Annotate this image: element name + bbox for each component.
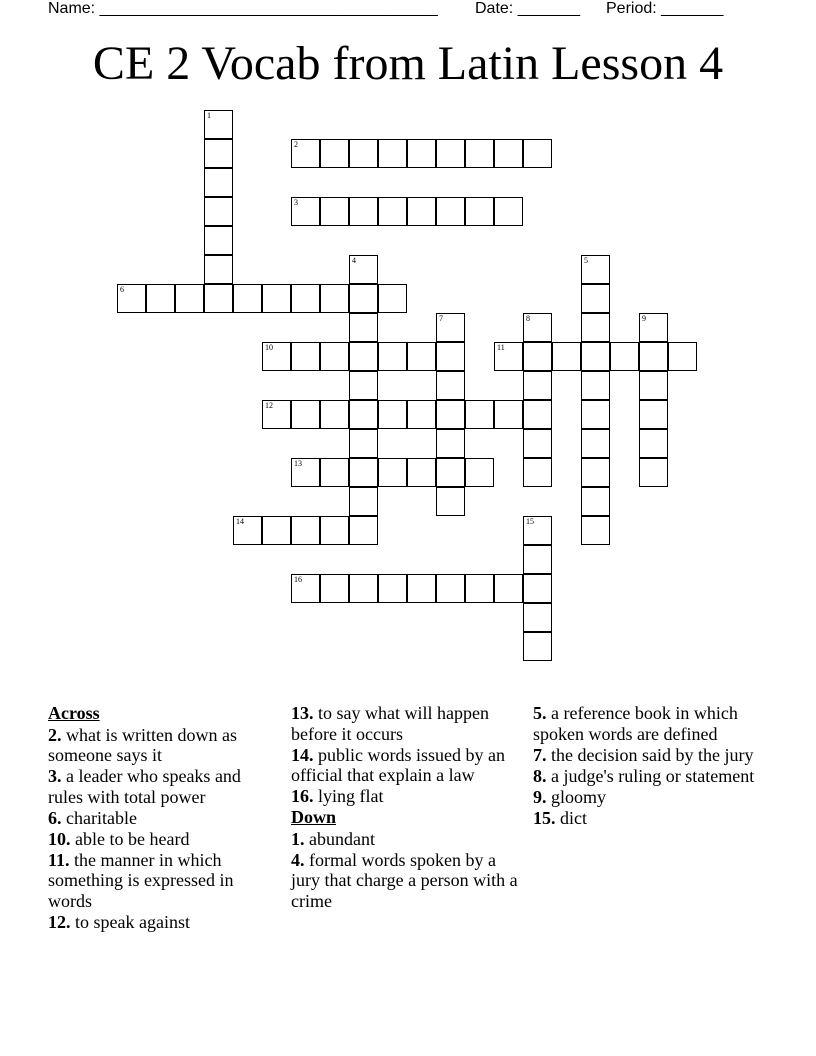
crossword-cell[interactable] <box>523 516 552 545</box>
crossword-cell[interactable] <box>523 400 552 429</box>
crossword-cell[interactable] <box>204 284 233 313</box>
crossword-cell[interactable] <box>581 284 610 313</box>
crossword-cell[interactable] <box>262 284 291 313</box>
crossword-cell[interactable] <box>320 458 349 487</box>
crossword-cell[interactable] <box>378 197 407 226</box>
clue-column-3 <box>533 703 765 829</box>
crossword-cell[interactable] <box>204 197 233 226</box>
crossword-cell[interactable] <box>349 197 378 226</box>
clue-down-1 <box>291 829 525 850</box>
crossword-cell[interactable] <box>117 284 146 313</box>
cell-number: 2 <box>294 140 298 149</box>
crossword-cell[interactable] <box>407 342 436 371</box>
clue-text: dict <box>560 807 587 828</box>
cell-number: 8 <box>526 314 530 323</box>
crossword-cell[interactable] <box>668 342 697 371</box>
crossword-cell[interactable] <box>581 313 610 342</box>
crossword-cell[interactable] <box>349 400 378 429</box>
crossword-cell[interactable] <box>349 255 378 284</box>
crossword-cell[interactable] <box>436 313 465 342</box>
clue-number: 2. <box>48 724 62 745</box>
down-heading: Down <box>291 807 337 827</box>
clue-down-4 <box>291 850 525 912</box>
cell-number: 12 <box>265 401 273 410</box>
crossword-cell[interactable] <box>146 284 175 313</box>
crossword-cell[interactable] <box>349 487 378 516</box>
crossword-cell[interactable] <box>581 429 610 458</box>
clue-text: gloomy <box>551 786 607 807</box>
clue-number: 4. <box>291 849 305 870</box>
crossword-cell[interactable] <box>581 255 610 284</box>
crossword-cell[interactable] <box>523 632 552 661</box>
crossword-cell[interactable] <box>523 371 552 400</box>
crossword-cell[interactable] <box>291 197 320 226</box>
crossword-cell[interactable] <box>320 516 349 545</box>
clue-text: formal words spoken by a jury that charge a person with a crime <box>291 849 518 911</box>
crossword-cell[interactable] <box>291 574 320 603</box>
crossword-cell[interactable] <box>436 400 465 429</box>
crossword-cell[interactable] <box>291 139 320 168</box>
clue-across-14 <box>291 745 525 786</box>
name-field-label[interactable]: Name: ______________________________________ <box>48 0 438 17</box>
crossword-cell[interactable] <box>610 342 639 371</box>
clue-column-2 <box>291 703 525 912</box>
crossword-cell[interactable] <box>378 139 407 168</box>
period-field-label[interactable]: Period: _______ <box>606 0 724 17</box>
clue-text: public words issued by an official that explain a law <box>291 744 505 785</box>
crossword-cell[interactable] <box>523 545 552 574</box>
crossword-cell[interactable] <box>581 516 610 545</box>
crossword-cell[interactable] <box>552 342 581 371</box>
clue-number: 8. <box>533 765 547 786</box>
crossword-cell[interactable] <box>581 458 610 487</box>
clue-number: 1. <box>291 828 305 849</box>
crossword-cell[interactable] <box>494 400 523 429</box>
clue-number: 16. <box>291 786 314 806</box>
clue-number: 15. <box>533 807 556 828</box>
cell-number: 4 <box>352 256 356 265</box>
clue-column-1 <box>48 703 276 933</box>
crossword-cell[interactable] <box>436 574 465 603</box>
crossword-cell[interactable] <box>204 226 233 255</box>
crossword-cell[interactable] <box>320 400 349 429</box>
clue-number: 7. <box>533 744 547 765</box>
crossword-cell[interactable] <box>436 197 465 226</box>
crossword-cell[interactable] <box>581 371 610 400</box>
clue-text: a reference book in which spoken words are defined <box>533 703 738 744</box>
cell-number: 7 <box>439 314 443 323</box>
crossword-cell[interactable] <box>291 342 320 371</box>
crossword-cell[interactable] <box>204 255 233 284</box>
crossword-cell[interactable] <box>494 342 523 371</box>
clue-number: 11. <box>48 849 70 870</box>
clue-across-6 <box>48 808 276 829</box>
crossword-cell[interactable] <box>465 400 494 429</box>
crossword-cell[interactable] <box>349 516 378 545</box>
clue-text: to say what will happen before it occurs <box>291 703 489 744</box>
clue-number: 13. <box>291 703 314 723</box>
cell-number: 14 <box>236 517 244 526</box>
clue-text: charitable <box>66 807 137 828</box>
crossword-cell[interactable] <box>204 139 233 168</box>
clue-number: 10. <box>48 828 71 849</box>
clue-text: to speak against <box>75 911 190 932</box>
clue-across-10 <box>48 829 276 850</box>
crossword-cell[interactable] <box>523 313 552 342</box>
crossword-cell[interactable] <box>349 313 378 342</box>
crossword-cell[interactable] <box>262 516 291 545</box>
cell-number: 10 <box>265 343 273 352</box>
clue-number: 3. <box>48 766 62 786</box>
crossword-cell[interactable] <box>494 139 523 168</box>
crossword-cell[interactable] <box>291 284 320 313</box>
crossword-cell[interactable] <box>378 458 407 487</box>
crossword-cell[interactable] <box>494 574 523 603</box>
clue-across-12 <box>48 912 276 933</box>
crossword-cell[interactable] <box>639 458 668 487</box>
across-heading: Across <box>48 703 100 723</box>
crossword-cell[interactable] <box>523 342 552 371</box>
crossword-cell[interactable] <box>465 458 494 487</box>
clue-number: 5. <box>533 703 547 723</box>
crossword-cell[interactable] <box>349 139 378 168</box>
cell-number: 15 <box>526 517 534 526</box>
crossword-cell[interactable] <box>407 400 436 429</box>
crossword-cell[interactable] <box>523 139 552 168</box>
crossword-cell[interactable] <box>233 516 262 545</box>
cell-number: 11 <box>497 343 505 352</box>
crossword-cell[interactable] <box>523 458 552 487</box>
crossword-cell[interactable] <box>523 574 552 603</box>
clue-down-8 <box>533 766 765 787</box>
crossword-cell[interactable] <box>581 400 610 429</box>
clue-text: abundant <box>309 828 375 849</box>
clue-text: what is written down as someone says it <box>48 724 237 765</box>
crossword-cell[interactable] <box>320 197 349 226</box>
clue-across-13 <box>291 703 525 744</box>
crossword-cell[interactable] <box>175 284 204 313</box>
crossword-cell[interactable] <box>262 400 291 429</box>
crossword-cell[interactable] <box>407 197 436 226</box>
clue-text: able to be heard <box>75 828 190 849</box>
crossword-cell[interactable] <box>349 342 378 371</box>
cell-number: 13 <box>294 459 302 468</box>
clue-across-16 <box>291 786 525 807</box>
crossword-cell[interactable] <box>639 313 668 342</box>
clue-number: 6. <box>48 807 62 828</box>
crossword-cell[interactable] <box>523 429 552 458</box>
crossword-cell[interactable] <box>378 342 407 371</box>
cell-number: 5 <box>584 256 588 265</box>
crossword-cell[interactable] <box>436 429 465 458</box>
crossword-cell[interactable] <box>407 139 436 168</box>
crossword-cell[interactable] <box>320 284 349 313</box>
clue-down-7 <box>533 745 765 766</box>
crossword-cell[interactable] <box>639 400 668 429</box>
cell-number: 3 <box>294 198 298 207</box>
crossword-cell[interactable] <box>291 400 320 429</box>
crossword-cell[interactable] <box>349 284 378 313</box>
cell-number: 1 <box>207 111 211 120</box>
crossword-cell[interactable] <box>349 429 378 458</box>
crossword-cell[interactable] <box>465 139 494 168</box>
clue-down-9 <box>533 787 765 808</box>
crossword-cell[interactable] <box>436 139 465 168</box>
crossword-cell[interactable] <box>436 487 465 516</box>
clue-number: 12. <box>48 911 71 932</box>
crossword-cell[interactable] <box>320 574 349 603</box>
clue-text: a judge's ruling or statement <box>551 765 755 786</box>
cell-number: 6 <box>120 285 124 294</box>
crossword-cell[interactable] <box>639 429 668 458</box>
crossword-cell[interactable] <box>581 487 610 516</box>
crossword-cell[interactable] <box>523 603 552 632</box>
crossword-cell[interactable] <box>407 458 436 487</box>
clue-across-3 <box>48 766 276 807</box>
crossword-cell[interactable] <box>378 284 407 313</box>
crossword-cell[interactable] <box>320 342 349 371</box>
crossword-cell[interactable] <box>465 197 494 226</box>
cell-number: 9 <box>642 314 646 323</box>
crossword-cell[interactable] <box>494 197 523 226</box>
crossword-cell[interactable] <box>291 458 320 487</box>
crossword-cell[interactable] <box>436 371 465 400</box>
crossword-cell[interactable] <box>639 342 668 371</box>
crossword-cell[interactable] <box>320 139 349 168</box>
crossword-cell[interactable] <box>639 371 668 400</box>
crossword-cell[interactable] <box>204 168 233 197</box>
crossword-cell[interactable] <box>407 574 436 603</box>
clue-text: lying flat <box>318 786 384 806</box>
crossword-cell[interactable] <box>233 284 262 313</box>
clue-text: the decision said by the jury <box>551 744 754 765</box>
crossword-cell[interactable] <box>436 342 465 371</box>
clue-number: 14. <box>291 744 314 765</box>
date-field-label[interactable]: Date: _______ <box>475 0 580 17</box>
crossword-cell[interactable] <box>349 574 378 603</box>
crossword-cell[interactable] <box>349 371 378 400</box>
cell-number: 16 <box>294 575 302 584</box>
crossword-cell[interactable] <box>349 458 378 487</box>
crossword-cell[interactable] <box>378 574 407 603</box>
clue-down-5 <box>533 703 765 744</box>
crossword-cell[interactable] <box>436 458 465 487</box>
crossword-cell[interactable] <box>291 516 320 545</box>
clue-down-15 <box>533 808 765 829</box>
clue-number: 9. <box>533 786 547 807</box>
crossword-cell[interactable] <box>465 574 494 603</box>
clue-across-2 <box>48 725 276 766</box>
crossword-cell[interactable] <box>378 400 407 429</box>
crossword-cell[interactable] <box>262 342 291 371</box>
clue-across-11 <box>48 850 276 912</box>
clue-text: a leader who speaks and rules with total power <box>48 766 241 807</box>
crossword-cell[interactable] <box>581 342 610 371</box>
page-title: CE 2 Vocab from Latin Lesson 4 <box>92 37 724 90</box>
clue-text: the manner in which something is expressed in words <box>48 849 234 911</box>
crossword-cell[interactable] <box>204 110 233 139</box>
